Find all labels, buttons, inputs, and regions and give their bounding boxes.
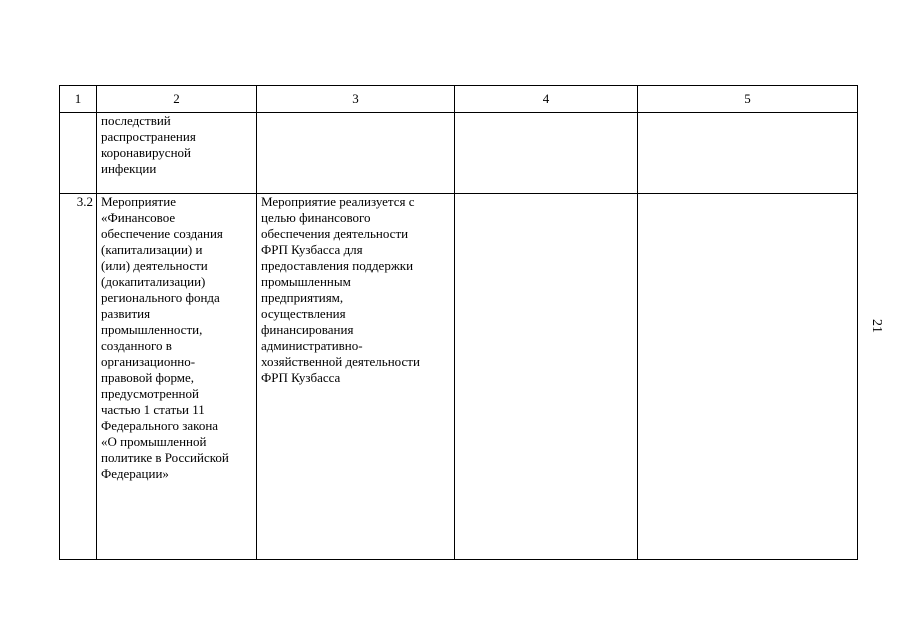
row-continuation-col4 [455, 113, 638, 194]
row-continuation-description [257, 113, 455, 194]
header-col-2: 2 [97, 86, 257, 113]
page-number: 21 [869, 319, 884, 333]
row-3-2-col4 [455, 194, 638, 560]
table-header-row [60, 86, 858, 113]
row-continuation-number [60, 113, 97, 194]
document-table [59, 85, 858, 560]
row-continuation-name: последствий распространения коронавирусной инфекции [97, 113, 257, 194]
row-3-2-col5 [638, 194, 858, 560]
row-3-2-description: Мероприятие реализуется с целью финансового обеспечения деятельности ФРП Кузбасса для предоставления поддержки промышленным предприятиям, осуществления финансирования административно- хозяйственной деятельности ФРП Кузбасса [257, 194, 455, 560]
row-continuation-col5 [638, 113, 858, 194]
header-col-5: 5 [638, 86, 858, 113]
table-row [60, 194, 858, 560]
table-row [60, 113, 858, 194]
row-3-2-number: 3.2 [60, 194, 97, 560]
row-3-2-name: Мероприятие «Финансовое обеспечение создания (капитализации) и (или) деятельности (докапитализации) регионального фонда развития промышленности, созданного в организационно- правовой форме, предусмотренной частью 1 статьи 11 Федерального закона «О промышленной политике в Российской Федерации» [97, 194, 257, 560]
header-col-1: 1 [60, 86, 97, 113]
header-col-4: 4 [455, 86, 638, 113]
header-col-3: 3 [257, 86, 455, 113]
